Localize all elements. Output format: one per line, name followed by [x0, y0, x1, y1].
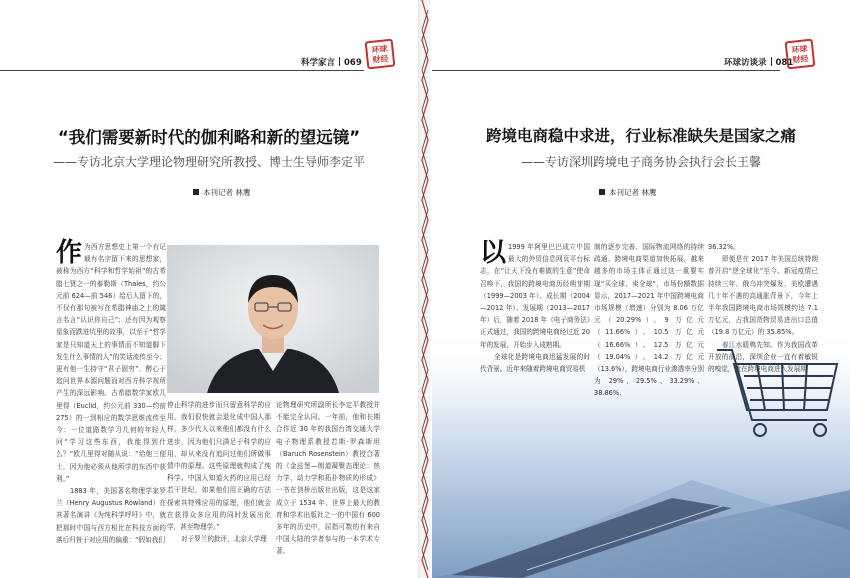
right-byline	[599, 187, 656, 198]
right-column-1-text: 1999 年阿里巴巴成立中国最大的外贸信息网页平台标志，在“让天下没有难做的生意”使命召唤下，我国的跨境电商历经萌芽期（1999—2003 年）、成长期（2004—2012 年）、发展期（2013—2017 年）后，随着 2018 年《电子商务法》正式通过，我国的跨境电商经过近 20 年的发展，开始步入成熟期。	[480, 243, 590, 349]
header-separator	[771, 57, 772, 66]
left-page-header	[301, 56, 362, 68]
right-column-3-tail: 春江水暖鸭先知。作为我国改革开放的前沿，深圳企业一直有着敏锐的嗅觉，就在跨境电商进入发展期	[708, 340, 818, 374]
left-column-1-text: 为西方思想史上第一个有记载有名字留下来的思想家，被称为西方“科学和哲学始祖”的古希腊七贤之一的泰勒斯（Thales，约公元前 624—前 546）给后人留下的，不仅有那句被写在希腊神庙之上的箴言名言“认识你自己”；还有因为观察星象而跌进坑里的故事，以至于“哲学家是只知道天上的事情而不知道脚下发生什么事情的人”的笑话流传至今；更有他一生持守“君子固穷”、醉心于追问世界本源问题而对西方科学视所产生的深远影响。古希腊数学家欧几里得（Euclid，约公元前 330—约前 275）的一到相应的数学思维流传至今：一位道路数学习几何的年轻人问“学习这些东西，我能得到什么？”欧几里得对随从说：“给他三便士，因为他必须从他所学的东西中获利。”	[56, 243, 166, 483]
right-article-subtitle: ——专访深圳跨境电子商务协会执行会长王馨	[520, 155, 761, 169]
right-section-label: 环球访谈录	[724, 58, 767, 68]
left-dropcap: 作	[56, 238, 83, 268]
left-page	[0, 0, 418, 578]
right-page-header	[724, 56, 793, 68]
byline-square-icon	[193, 189, 199, 195]
right-article-title: 跨境电商稳中求进，行业标准缺失是国家之痛	[485, 127, 796, 145]
right-header-rule	[432, 70, 780, 71]
right-magazine-seal-logo: 环球 财经	[785, 39, 816, 70]
right-column-3-head: 36.32%。	[708, 243, 740, 251]
right-page-number: 081	[775, 58, 794, 68]
left-header-rule	[0, 70, 364, 71]
left-column-2-text: 停止科学的进步而只留意科学的应用，我们很快就会退化成中国人那样，多少代人以来他们都没有什么进步，因为他们只满足于科学的应用，却从来没有追问过他们所做事情中的原理。这些原理就构成了纯科学。中国人知道火药的应用已经若干世纪，如果他们用正确的方法探索其特殊应用的原理，他们就会在获得众多应用的同时发展出化学，甚至物理学。”	[167, 401, 271, 532]
portrait-illustration	[167, 245, 379, 393]
left-column-3-text: 论物理研究所副所长李定平教授并不能完全认同。一年前，他和长期合作近 30 年的我国台湾交通大学电子物理系教授若斯·罗森斯坦（Baruch Rosenstein）教授合著的《金兹堡—朗道凝聚态理论：热力学、动力学和拓扑物质的形成》一书在剑桥出版社出版，这是这家成立于 1534 年、世界上最大的教育和学术出版社之一的中国有 600 多年的历史中，屈指可数的有来自中国大陆的学者参与的一本学术专著。	[276, 401, 380, 556]
byline-square-icon	[599, 189, 605, 195]
left-column-2	[167, 399, 271, 571]
right-column-2-text: 制的逐步完善、国际物流网络的持续疏通、跨境电商渠道加快拓展，越来越多的市场主体正通过这一重要实现“买全球、卖全球”，市场份额数据显示，2017—2021 年中国跨境电商市场规模（增速）分别为 8.06 万亿元（20.29%）、9 万亿元（11.66%）、10.5 万亿元（16.66%）、12.5 万亿元（19.04%）、14.2 万亿元（13.6%），跨境电商行业渗透率分别为 29%、29.5%、33.29%、38.86%、	[594, 243, 704, 398]
right-column-1-tail: 全球化是跨境电商迅猛发展的时代背景。近年来随着跨境电商贸易机	[480, 352, 590, 374]
left-article-title: “我们需要新时代的伽利略和新的望远镜”	[57, 128, 361, 147]
left-byline	[193, 187, 250, 198]
right-dropcap: 以	[480, 238, 507, 268]
left-page-number: 069	[344, 58, 362, 68]
left-column-1	[56, 238, 166, 571]
decorative-gutter-pattern	[420, 0, 430, 578]
left-column-2-tail: 对于罗兰的批评，北京大学理	[181, 535, 267, 544]
left-article-subtitle: ——专访北京大学理论物理研究所教授、博士生导师李定平	[52, 155, 365, 169]
left-section-label: 科学家言	[301, 58, 336, 68]
left-column-3	[276, 399, 380, 571]
right-column-3-text: 即便是在 2017 年美国总统特朗普开启“逆全球化”至今、新冠疫情已持续三年、俄乌冲突爆发、美欧遭遇几十年不遇的高通胀背景下，今年上半年我国跨境电商市场规模约达 7.1 万亿元，占我国货物贸易进出口总值（19.8 万亿元）的 35.85%。	[708, 255, 818, 337]
left-magazine-seal-logo: 环球 财经	[365, 39, 396, 70]
header-separator	[339, 57, 340, 66]
left-byline-text: 本刊记者 林鹰	[203, 188, 251, 197]
right-byline-text: 本刊记者 林鹰	[609, 188, 657, 197]
right-column-1	[480, 238, 590, 381]
left-column-1-tail: 1883 年，美国著名物理学家罗兰（Henry Augustus Rowland）在其著名演讲《为纯科学呼吁》中，就把那时中国与西方相比在科技方面的落后归咎于对应用的偏重：“假如我们	[56, 487, 166, 544]
portrait-photo	[167, 245, 379, 393]
right-column-2	[594, 241, 704, 398]
right-page	[432, 0, 850, 578]
right-column-3	[708, 241, 818, 381]
